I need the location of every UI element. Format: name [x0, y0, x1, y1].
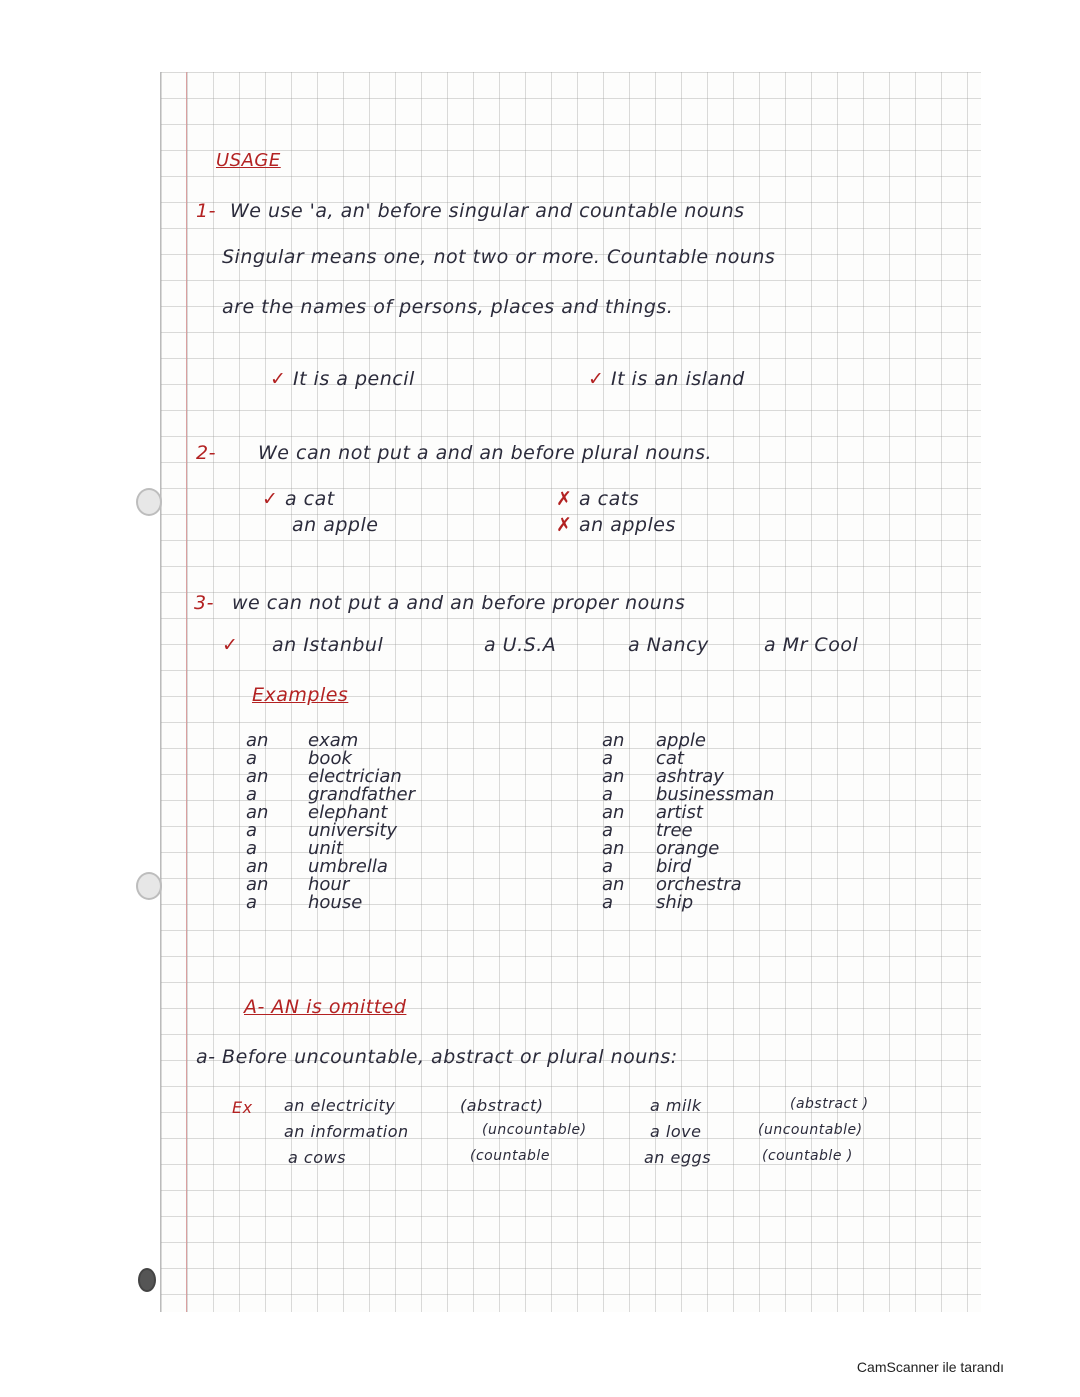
noun: ashtray [656, 766, 724, 787]
examples-right-nouns [656, 732, 774, 912]
omitted-right-note: (uncountable) [758, 1122, 863, 1138]
rule2-correct2: an apple [292, 514, 379, 536]
rule1-number: 1- [196, 200, 216, 222]
article: an [246, 766, 269, 787]
rule1-line1: We use 'a, an' before singular and countable nouns [230, 200, 745, 222]
omitted-right-item: a milk [650, 1096, 702, 1115]
rule2-correct1 [262, 488, 335, 510]
article: a [602, 784, 614, 805]
omitted-right-item: an eggs [644, 1148, 712, 1167]
example-text: an apples [578, 514, 676, 536]
noun: exam [308, 730, 359, 751]
rule3-example: an Istanbul [272, 634, 384, 656]
noun: house [308, 892, 363, 913]
noun: electrician [308, 766, 402, 787]
article: an [602, 730, 625, 751]
noun: umbrella [308, 856, 388, 877]
article: a [246, 748, 258, 769]
article: an [246, 856, 269, 877]
examples-left-nouns [308, 732, 415, 912]
scanner-watermark: CamScanner ile tarandı [856, 1359, 1004, 1375]
rule3-example: a Nancy [628, 634, 709, 656]
article: an [602, 766, 625, 787]
heading: USAGE [216, 150, 281, 171]
rule2-number: 2- [196, 442, 216, 464]
article: an [246, 874, 269, 895]
omitted-left-note: (abstract) [460, 1096, 544, 1115]
noun: tree [656, 820, 693, 841]
rule3-text: we can not put a and an before proper nouns [232, 592, 686, 614]
omitted-title: A- AN is omitted [244, 996, 407, 1018]
noun: unit [308, 838, 343, 859]
rule3-example: a Mr Cool [764, 634, 859, 656]
noun: artist [656, 802, 703, 823]
rule3-number: 3- [194, 592, 214, 614]
punch-hole [136, 872, 162, 900]
check-icon: ✓ [270, 368, 293, 390]
rule1-example1 [270, 368, 415, 390]
omitted-right-item: a love [650, 1122, 702, 1141]
article: a [602, 892, 614, 913]
article: a [246, 820, 258, 841]
article: a [602, 748, 614, 769]
rule1-example2 [588, 368, 745, 390]
noun: businessman [656, 784, 775, 805]
omitted-left-item: an information [284, 1122, 409, 1141]
check-icon: ✓ [262, 488, 285, 510]
article: a [246, 838, 258, 859]
article: a [602, 856, 614, 877]
article: an [602, 838, 625, 859]
example-text: It is a pencil [292, 368, 415, 390]
cross-icon: ✗ [556, 514, 579, 536]
noun: ship [656, 892, 694, 913]
rule1-line2: Singular means one, not two or more. Countable nouns [222, 246, 776, 268]
example-text: a cats [578, 488, 640, 510]
noun: bird [656, 856, 692, 877]
article: a [246, 892, 258, 913]
examples-left-articles [246, 732, 268, 912]
rule2-wrong1 [556, 488, 639, 510]
omitted-ex-label: Ex [232, 1098, 253, 1117]
noun: book [308, 748, 352, 769]
omitted-right-note: (countable ) [762, 1148, 853, 1164]
cross-icon: ✗ [556, 488, 579, 510]
rule1-line3: are the names of persons, places and things. [222, 296, 674, 318]
article: an [602, 802, 625, 823]
examples-right-articles [602, 732, 624, 912]
check-icon: ✓ [588, 368, 611, 390]
punch-hole [138, 1268, 156, 1292]
omitted-left-item: an electricity [284, 1096, 396, 1115]
check-icon: ✓ [222, 634, 239, 656]
noun: apple [656, 730, 706, 751]
rule2-text: We can not put a and an before plural nouns. [258, 442, 713, 464]
noun: elephant [308, 802, 388, 823]
rule2-wrong2 [556, 514, 676, 536]
omitted-left-note: (countable [470, 1148, 550, 1164]
noun: cat [656, 748, 684, 769]
noun: hour [308, 874, 350, 895]
margin-line [186, 72, 187, 1312]
example-text: a cat [284, 488, 335, 510]
omitted-left-item: a cows [288, 1148, 346, 1167]
noun: university [308, 820, 398, 841]
examples-title: Examples [252, 684, 349, 706]
omitted-right-note: (abstract ) [790, 1096, 869, 1112]
rule3-example: a U.S.A [484, 634, 557, 656]
noun: orange [656, 838, 720, 859]
article: an [246, 802, 269, 823]
example-text: It is an island [610, 368, 745, 390]
article: a [246, 784, 258, 805]
article: an [602, 874, 625, 895]
omitted-left-note: (uncountable) [482, 1122, 587, 1138]
punch-hole [136, 488, 162, 516]
noun: orchestra [656, 874, 742, 895]
article: a [602, 820, 614, 841]
omitted-rule: a- Before uncountable, abstract or plural nouns: [196, 1046, 678, 1068]
article: an [246, 730, 269, 751]
noun: grandfather [308, 784, 415, 805]
